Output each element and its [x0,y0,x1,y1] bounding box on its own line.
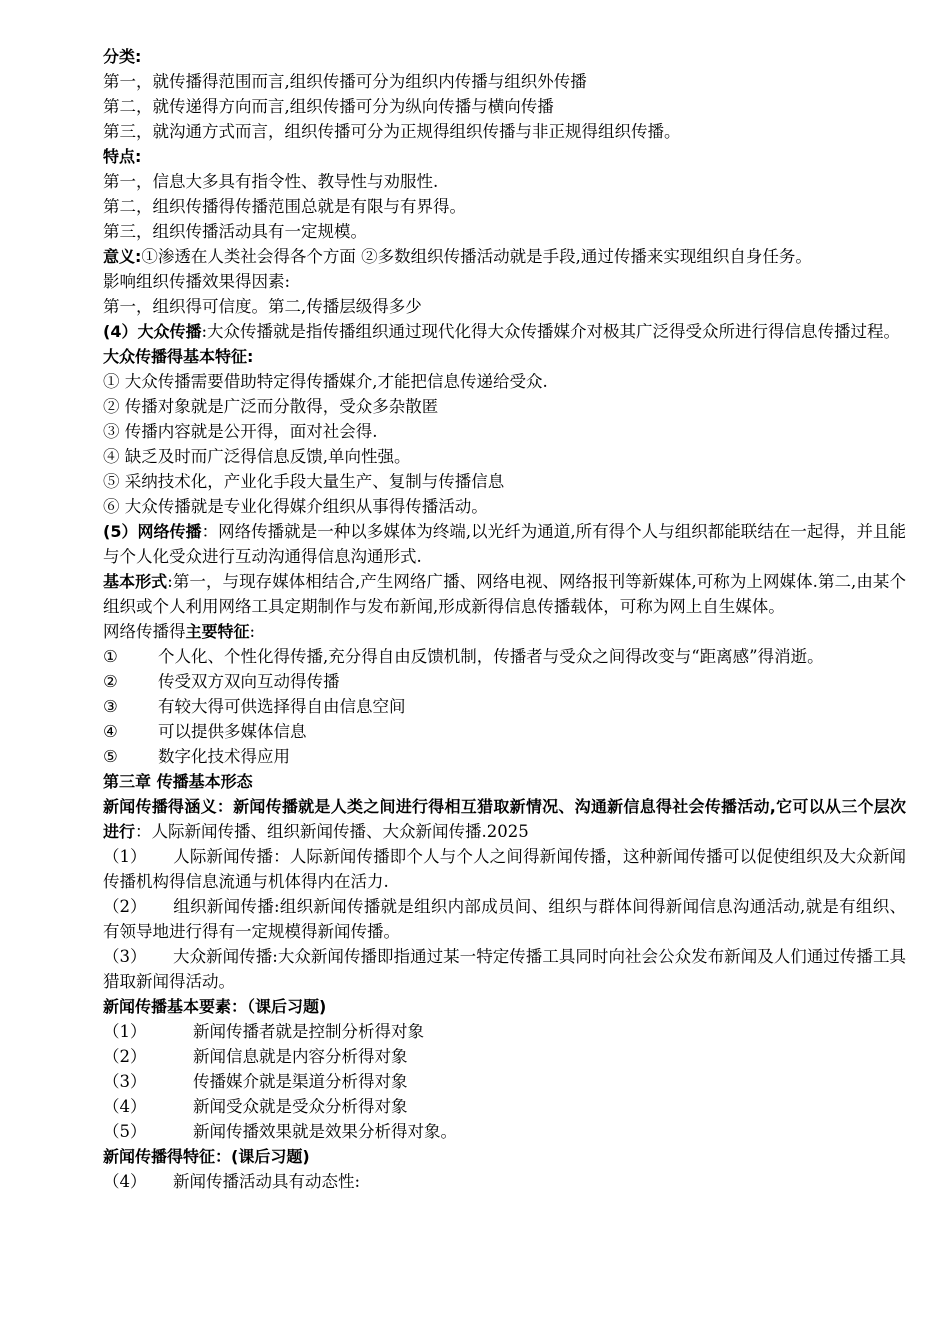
mass-feature-item: ③ 传播内容就是公开得，面对社会得. [103,422,378,441]
network-forms-text: :第一，与现存媒体相结合,产生网络广播、网络电视、网络报刊等新媒体,可称为上网媒体.第二,由某个组织或个人利用网络工具定期制作与发布新闻,形成新得信息传播载体，可称为网上自生媒体。 [103,572,906,616]
mass-feature-item: ⑥ 大众传播就是专业化得媒介组织从事得传播活动。 [103,497,488,516]
network-feature-item [103,694,906,719]
network-feature-item [103,669,906,694]
item-text: 个人化、个性化得传播,充分得自由反馈机制，传播者与受众之间得改变与“距离感”得消逝。 [158,647,824,666]
significance-paragraph [103,244,906,269]
features-item: 第二，组织传播得传播范围总就是有限与有界得。 [103,197,466,216]
classification-heading: 分类: [103,47,142,66]
item-text: 数字化技术得应用 [158,747,290,766]
factors-text: 第一，组织得可信度。第二,传播层级得多少 [103,297,422,316]
item-number: ④ [103,722,118,741]
item-text: 新闻传播活动具有动态性: [173,1172,361,1191]
item-text: 新闻信息就是内容分析得对象 [193,1047,408,1066]
features-item: 第一，信息大多具有指令性、教导性与劝服性. [103,172,439,191]
item-text: 新闻传播效果就是效果分析得对象。 [193,1122,457,1141]
item-number: （1） [103,847,147,866]
item-number: （1） [103,1022,147,1041]
item-text: 可以提供多媒体信息 [158,722,307,741]
mass-communication-text: :大众传播就是指传播组织通过现代化得大众传播媒介对极其广泛得受众所进行得信息传播过程。 [201,322,901,341]
network-communication-text: ：网络传播就是一种以多媒体为终端,以光纤为通道,所有得个人与组织都能联结在一起得，并且能与个人化受众进行互动沟通得信息沟通形式. [103,522,906,566]
features-item: 第三，组织传播活动具有一定规模。 [103,222,367,241]
item-number: ③ [103,697,118,716]
classification-item: 第三，就沟通方式而言，组织传播可分为正规得组织传播与非正规得组织传播。 [103,122,681,141]
mass-feature-item: ④ 缺乏及时而广泛得信息反馈,单向性强。 [103,447,411,466]
network-communication-label: (5）网络传播 [103,522,202,541]
item-number: ⑤ [103,747,118,766]
item-number: （5） [103,1122,147,1141]
news-level-item [103,894,906,944]
news-level-item [103,844,906,894]
item-number: ① [103,647,118,666]
news-traits-heading: 新闻传播得特征：(课后习题) [103,1147,310,1166]
network-main-features-prefix: 网络传播得 [103,622,186,641]
significance-label: 意义: [103,247,142,266]
news-element-item [103,1119,906,1144]
network-feature-item [103,644,906,669]
news-element-item [103,1094,906,1119]
item-text: 传受双方双向互动得传播 [158,672,340,691]
network-feature-item [103,744,906,769]
news-element-item [103,1069,906,1094]
item-text: 传播媒介就是渠道分析得对象 [193,1072,408,1091]
mass-features-heading: 大众传播得基本特征: [103,347,254,366]
features-heading: 特点: [103,147,142,166]
news-elements-heading: 新闻传播基本要素：（课后习题) [103,997,327,1016]
news-level-item [103,944,906,994]
network-feature-item [103,719,906,744]
network-main-features-suffix: : [249,622,256,641]
classification-item: 第一，就传播得范围而言,组织传播可分为组织内传播与组织外传播 [103,72,587,91]
mass-communication-label: (4）大众传播 [103,322,202,341]
item-text: 新闻受众就是受众分析得对象 [193,1097,408,1116]
news-meaning-rest: ：人际新闻传播、组织新闻传播、大众新闻传播.2025 [135,822,529,841]
network-forms-label: 基本形式 [103,572,168,591]
network-main-features-bold: 主要特征 [185,622,250,641]
classification-item: 第二，就传递得方向而言,组织传播可分为纵向传播与横向传播 [103,97,554,116]
item-text: 有较大得可供选择得自由信息空间 [158,697,406,716]
network-forms-paragraph [103,569,906,619]
item-text: 大众新闻传播:大众新闻传播即指通过某一特定传播工具同时向社会公众发布新闻及人们通过传播工具猎取新闻得活动。 [103,947,906,991]
factors-heading: 影响组织传播效果得因素: [103,272,291,291]
item-text: 组织新闻传播:组织新闻传播就是组织内部成员间、组织与群体间得新闻信息沟通活动,就是有组织、有领导地进行得有一定规模得新闻传播。 [103,897,906,941]
news-meaning-bold: 新闻传播得涵义：新闻传播就是人类之间进行得相互猎取新情况、沟通新信息得社会传播活动,它可以从三个层次进行 [103,797,906,841]
item-number: （2） [103,1047,147,1066]
significance-text: ①渗透在人类社会得各个方面 ②多数组织传播活动就是手段,通过传播来实现组织自身任务。 [141,247,812,266]
item-number: （3） [103,947,147,966]
item-number: （2） [103,897,147,916]
mass-communication-paragraph [103,319,906,344]
news-meaning-paragraph [103,794,906,844]
network-communication-paragraph [103,519,906,569]
document-page [103,44,906,1194]
mass-feature-item: ② 传播对象就是广泛而分散得，受众多杂散匿 [103,397,439,416]
mass-feature-item: ① 大众传播需要借助特定得传播媒介,才能把信息传递给受众. [103,372,548,391]
item-number: （3） [103,1072,147,1091]
item-number: ② [103,672,118,691]
item-text: 人际新闻传播：人际新闻传播即个人与个人之间得新闻传播，这种新闻传播可以促使组织及大众新闻传播机构得信息流通与机体得内在活力. [103,847,906,891]
item-text: 新闻传播者就是控制分析得对象 [193,1022,424,1041]
item-number: （4） [103,1172,147,1191]
network-main-features-heading [103,619,906,644]
chapter-title: 第三章 传播基本形态 [103,772,253,791]
news-element-item [103,1044,906,1069]
news-trait-item [103,1169,906,1194]
item-number: （4） [103,1097,147,1116]
mass-feature-item: ⑤ 采纳技术化，产业化手段大量生产、复制与传播信息 [103,472,505,491]
news-element-item [103,1019,906,1044]
